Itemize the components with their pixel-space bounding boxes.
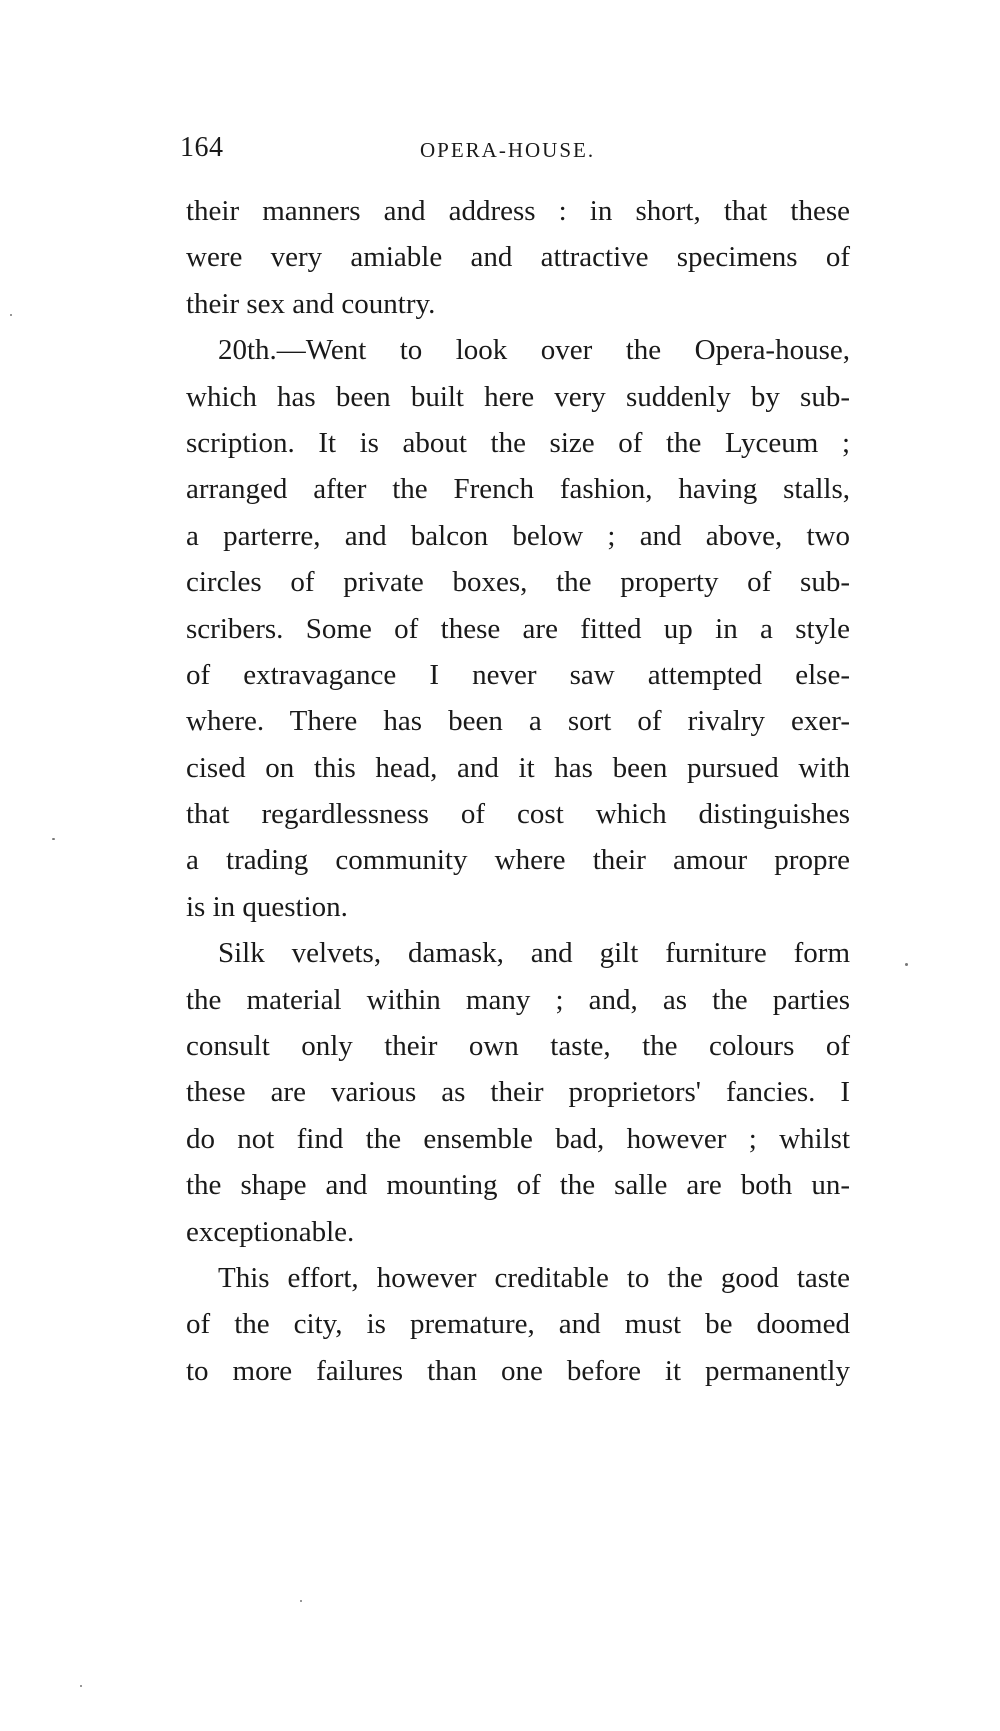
text-line: where. There has been a sort of rivalry exer-: [186, 705, 850, 738]
text-line: circles of private boxes, the property of sub-: [186, 566, 850, 599]
text-line: these are various as their proprietors' fancies. I: [186, 1076, 850, 1109]
body-text: [186, 188, 850, 1394]
text-line: cised on this head, and it has been pursued with: [186, 751, 850, 784]
text-line: do not find the ensemble bad, however ; whilst: [186, 1122, 850, 1155]
text-line: the material within many ; and, as the parties: [186, 983, 850, 1016]
text-line: 20th.—Went to look over the Opera-house,: [218, 334, 850, 367]
text-line: scribers. Some of these are fitted up in a style: [186, 612, 850, 645]
running-head: OPERA-HOUSE.: [420, 138, 596, 162]
text-line: which has been built here very suddenly by sub-: [186, 380, 850, 413]
scan-speck: [52, 838, 55, 840]
paragraph-3: [186, 930, 850, 1255]
text-line: This effort, however creditable to the good taste: [218, 1261, 850, 1294]
text-line: Silk velvets, damask, and gilt furniture form: [218, 937, 850, 970]
paragraph-2: [186, 327, 850, 930]
scan-speck: [300, 1600, 302, 1602]
paragraph-1: [186, 188, 850, 327]
text-line: their manners and address : in short, that these: [186, 195, 850, 227]
text-line: arranged after the French fashion, having stalls,: [186, 473, 850, 506]
page-number: 164: [180, 132, 224, 163]
text-line: that regardlessness of cost which distinguishes: [186, 798, 850, 831]
text-line: exceptionable.: [186, 1215, 355, 1248]
text-line: the shape and mounting of the salle are both un-: [186, 1169, 850, 1202]
scan-speck: [10, 314, 12, 316]
text-line: their sex and country.: [186, 287, 436, 320]
paragraph-4: [186, 1255, 850, 1394]
text-line: were very amiable and attractive specimens of: [186, 241, 850, 274]
scan-speck: [905, 963, 908, 966]
text-line: scription. It is about the size of the Lyceum ;: [186, 426, 850, 459]
text-line: a parterre, and balcon below ; and above, two: [186, 519, 850, 552]
text-line: consult only their own taste, the colours of: [186, 1030, 850, 1063]
text-line: of the city, is premature, and must be doomed: [186, 1308, 850, 1341]
text-line: of extravagance I never saw attempted else-: [186, 658, 850, 691]
text-line: a trading community where their amour propre: [186, 844, 850, 877]
scan-speck: [80, 1685, 82, 1687]
text-line: to more failures than one before it permanently: [186, 1354, 850, 1387]
text-line: is in question.: [186, 890, 348, 923]
